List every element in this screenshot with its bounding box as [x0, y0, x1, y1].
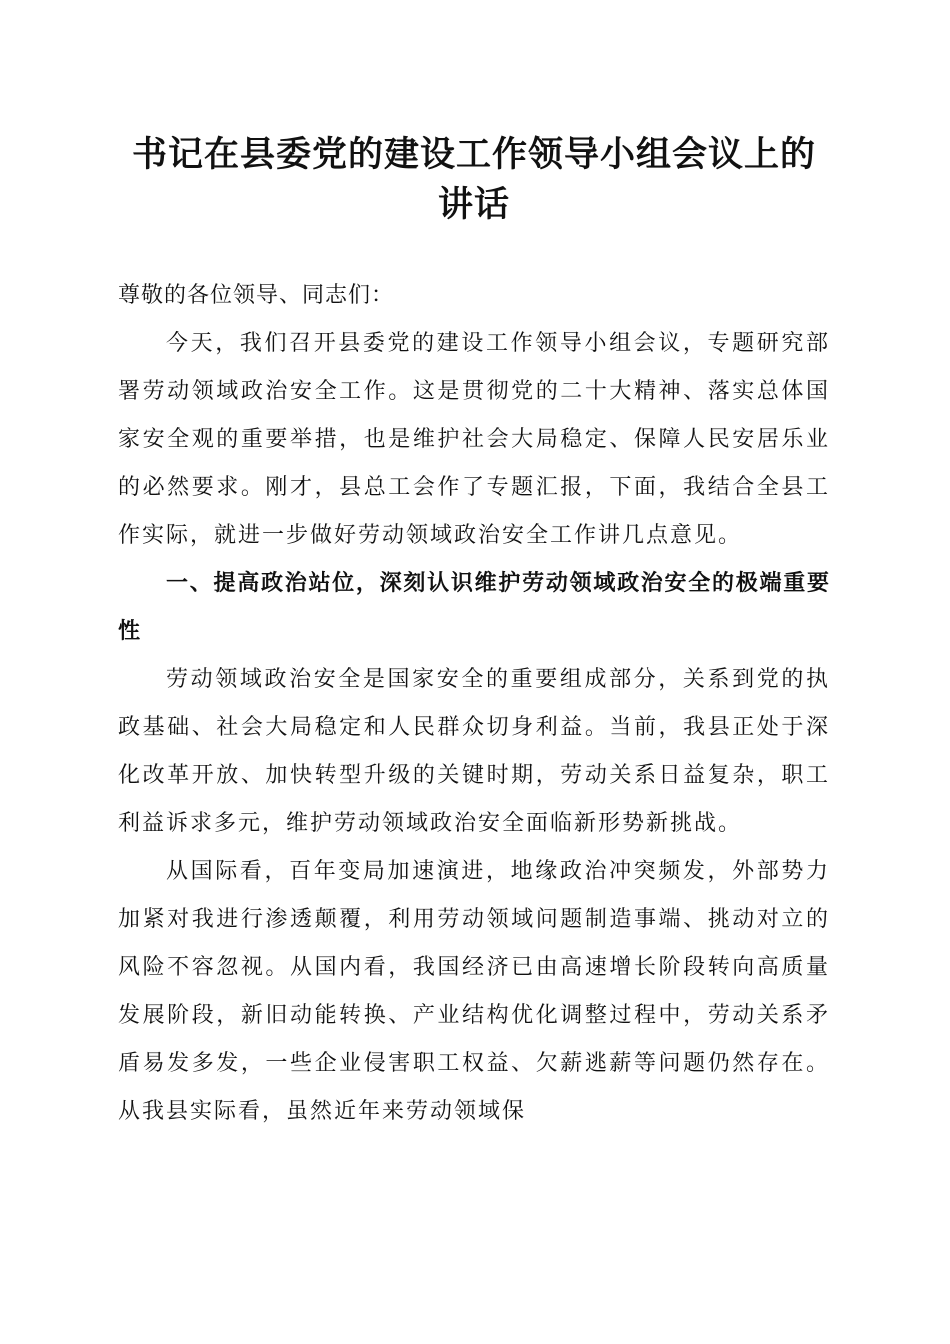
- body-paragraph-situation: 从国际看，百年变局加速演进，地缘政治冲突频发，外部势力加紧对我进行渗透颠覆，利用劳动领域问题制造事端、挑动对立的风险不容忽视。从国内看，我国经济已由高速增长阶段转向高质量发展阶段，新旧动能转换、产业结构优化调整过程中，劳动关系矛盾易发多发，一些企业侵害职工权益、欠薪逃薪等问题仍然存在。从我县实际看，虽然近年来劳动领域保: [118, 859, 830, 1124]
- document-title: 书记在县委党的建设工作领导小组会议上的讲话: [131, 134, 816, 225]
- body-paragraph-significance: 劳动领域政治安全是国家安全的重要组成部分，关系到党的执政基础、社会大局稳定和人民群众切身利益。当前，我县正处于深化改革开放、加快转型升级的关键时期，劳动关系日益复杂，职工利益诉求多元，维护劳动领域政治安全面临新形势新挑战。: [118, 667, 830, 836]
- document-page: [118, 130, 830, 1136]
- body-paragraph-intro: 今天，我们召开县委党的建设工作领导小组会议，专题研究部署劳动领域政治安全工作。这是贯彻党的二十大精神、落实总体国家安全观的重要举措，也是维护社会大局稳定、保障人民安居乐业的必然要求。刚才，县总工会作了专题汇报，下面，我结合全县工作实际，就进一步做好劳动领域政治安全工作讲几点意见。: [118, 331, 830, 548]
- salutation: 尊敬的各位领导、同志们：: [118, 283, 395, 308]
- section-heading-1: 一、提高政治站位，深刻认识维护劳动领域政治安全的极端重要性: [118, 571, 830, 644]
